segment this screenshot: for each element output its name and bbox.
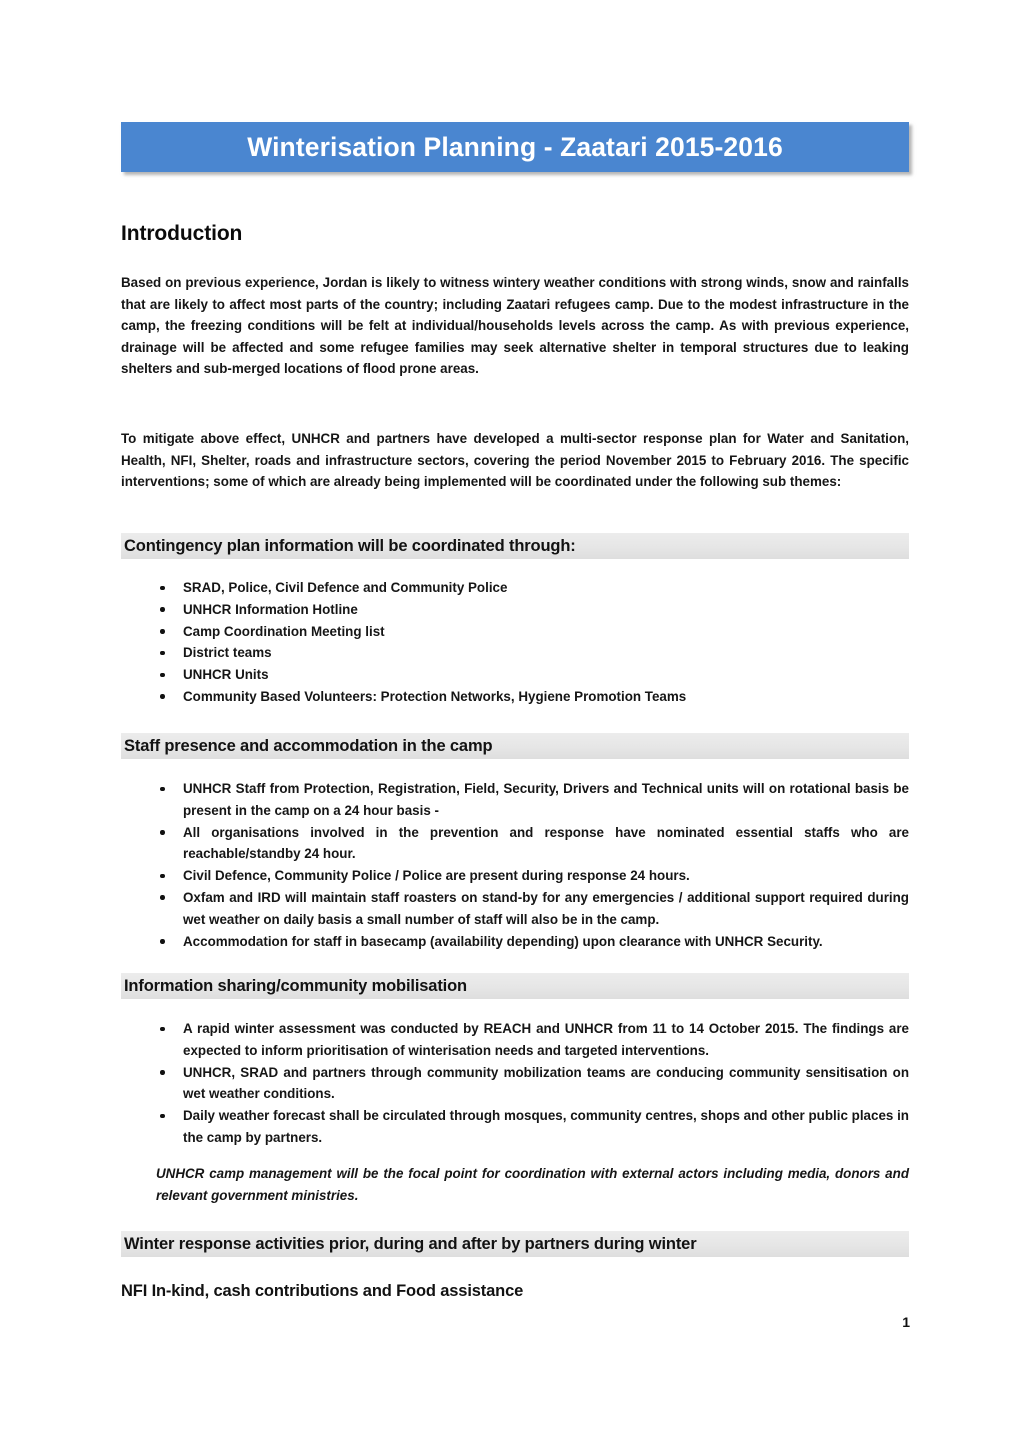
bullet-dot-icon (160, 787, 165, 792)
bullet-dot-icon (160, 939, 165, 944)
list-item-label: UNHCR, SRAD and partners through community mobilization teams are conducing community sensitisation on wet weather conditions. (183, 1064, 909, 1102)
contingency-bullet-list (121, 577, 909, 708)
document-title: Winterisation Planning - Zaatari 2015-2016 (247, 131, 783, 162)
list-item-label: Community Based Volunteers: Protection Networks, Hygiene Promotion Teams (183, 688, 687, 704)
information-sharing-section-heading-label: Information sharing/community mobilisation (124, 976, 467, 995)
bullet-dot-icon (160, 895, 165, 900)
bullet-dot-icon (160, 694, 165, 699)
staff-presence-section-heading (121, 733, 909, 759)
list-item (121, 621, 909, 643)
information-sharing-bullet-list (121, 1018, 909, 1149)
list-item-label: Daily weather forecast shall be circulated through mosques, community centres, shops and other public places in the camp by partners. (183, 1108, 909, 1145)
list-item (121, 1018, 909, 1062)
list-item-label: District teams (183, 645, 272, 661)
list-item-label: UNHCR Staff from Protection, Registration, Field, Security, Drivers and Technical units will on rotational basis be present in the camp on a 24 hour basis - (183, 781, 909, 818)
list-item-label: A rapid winter assessment was conducted by REACH and UNHCR from 11 to 14 October 2015. The findings are expected to inform prioritisation of winterisation needs and targeted interventions. (183, 1021, 909, 1058)
introduction-heading: Introduction (121, 222, 243, 245)
list-item (121, 599, 909, 621)
bullet-dot-icon (160, 607, 165, 612)
introduction-paragraph-2: To mitigate above effect, UNHCR and partners have developed a multi-sector response plan for Water and Sanitation, Health, NFI, Shelter, roads and infrastructure sectors, covering the period November 2015 to February 2016. The specific interventions; some of which are already being implemented will be coordinated under the following sub themes: (121, 431, 909, 490)
list-item (121, 686, 909, 708)
document-title-banner (121, 122, 909, 172)
bullet-dot-icon (160, 586, 165, 591)
list-item-label: UNHCR Information Hotline (183, 601, 358, 617)
list-item-label: Oxfam and IRD will maintain staff roasters on stand-by for any emergencies / additional support required during wet weather on daily basis a small number of staff will also be in the camp. (183, 889, 909, 927)
bullet-dot-icon (160, 830, 165, 835)
list-item (121, 778, 909, 822)
contingency-section-heading-label: Contingency plan information will be coordinated through: (124, 536, 576, 555)
list-item (121, 931, 909, 953)
bullet-dot-icon (160, 1070, 165, 1075)
list-item (121, 822, 909, 866)
bullet-dot-icon (160, 629, 165, 634)
nfi-subsection-heading: NFI In-kind, cash contributions and Food assistance (121, 1282, 524, 1300)
list-item-label: SRAD, Police, Civil Defence and Community Police (183, 580, 508, 595)
contingency-section-heading (121, 533, 909, 559)
list-item-label: Accommodation for staff in basecamp (availability depending) upon clearance with UNHCR Security. (183, 933, 823, 949)
page-number: 1 (902, 1314, 910, 1330)
list-item (121, 887, 909, 931)
list-item-label: UNHCR Units (183, 667, 269, 683)
list-item (121, 577, 909, 599)
list-item (121, 865, 909, 887)
introduction-paragraph-1: Based on previous experience, Jordan is likely to witness wintery weather conditions with strong winds, snow and rainfalls that are likely to affect most parts of the country; including Zaatari refugees camp. Due to the modest infrastructure in the camp, the freezing conditions will be felt at individual/households levels across the camp. As with previous experience, drainage will be affected and some refugee families may seek alternative shelter in temporal structures due to leaking shelters and sub-merged locations of flood prone areas. (121, 275, 909, 377)
bullet-dot-icon (160, 673, 165, 678)
list-item (121, 1105, 909, 1149)
bullet-dot-icon (160, 874, 165, 879)
information-sharing-note: UNHCR camp management will be the focal point for coordination with external actors including media, donors and relevant government ministries. (156, 1166, 909, 1203)
list-item (121, 664, 909, 686)
list-item-label: Camp Coordination Meeting list (183, 623, 385, 639)
list-item-label: Civil Defence, Community Police / Police are present during response 24 hours. (183, 868, 690, 884)
winter-response-section-heading (121, 1231, 909, 1257)
information-sharing-section-heading (121, 973, 909, 999)
list-item (121, 1062, 909, 1106)
bullet-dot-icon (160, 1027, 165, 1032)
list-item-label: All organisations involved in the prevention and response have nominated essential staffs who are reachable/standby 24 hour. (183, 824, 909, 862)
winter-response-section-heading-label: Winter response activities prior, during and after by partners during winter (124, 1234, 697, 1253)
bullet-dot-icon (160, 1114, 165, 1119)
staff-presence-bullet-list (121, 778, 909, 952)
staff-presence-section-heading-label: Staff presence and accommodation in the camp (124, 736, 493, 755)
bullet-dot-icon (160, 651, 165, 656)
list-item (121, 642, 909, 664)
